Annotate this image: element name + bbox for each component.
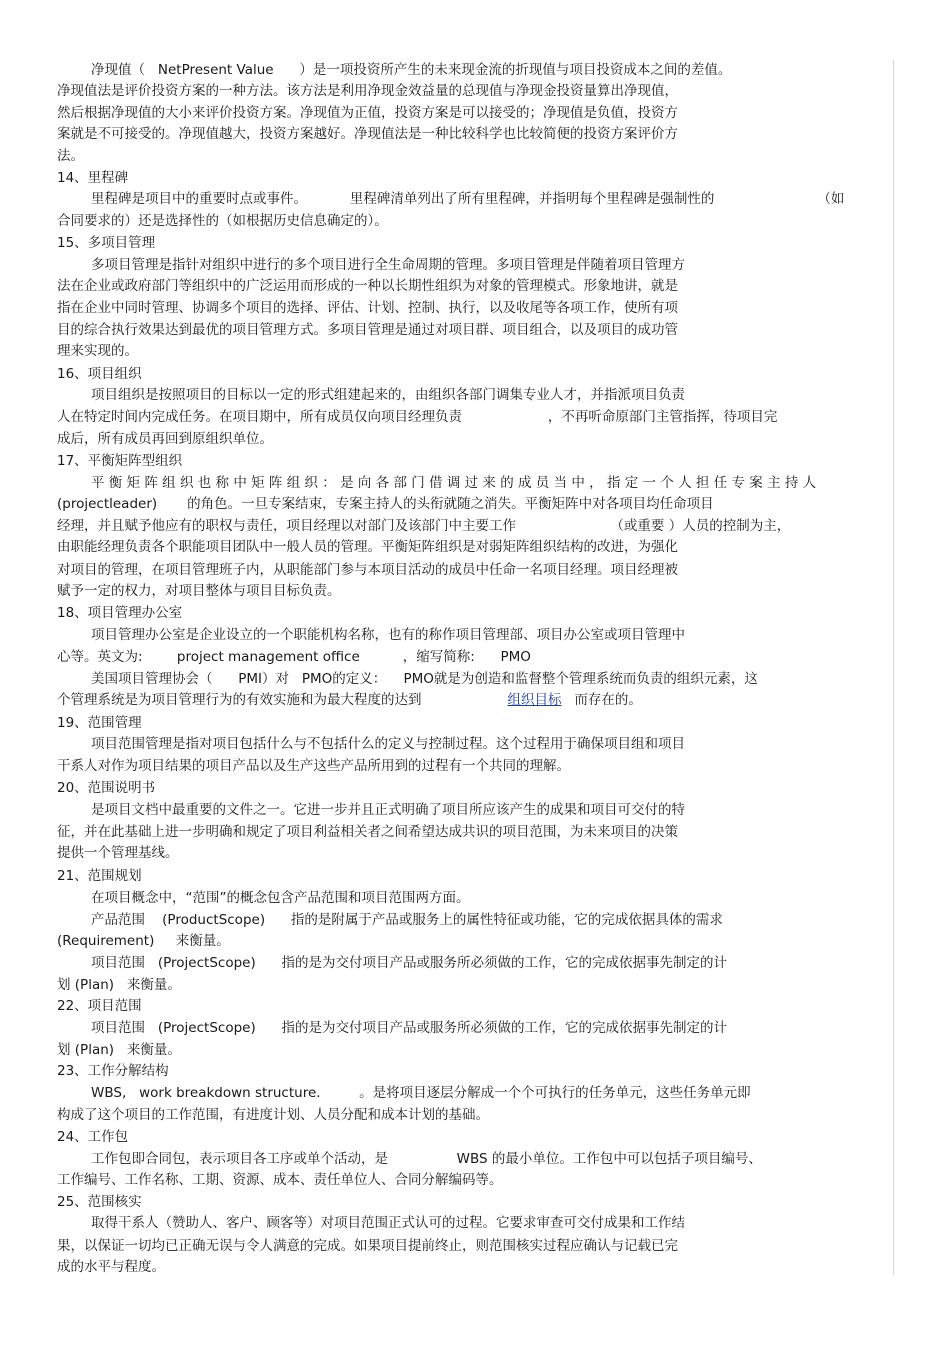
- section-17-line-5: 对项目的管理，在项目管理班子内，从职能部门参与本项目活动的成员中任命一名项目经理。项目经理被: [57, 562, 678, 578]
- section-18-line-2: 心等。英文为: project management office ，缩写简称: PMO: [57, 649, 531, 665]
- section-17-line-4: 由职能经理负责各个职能项目团队中一般人员的管理。平衡矩阵组织是对弱矩阵组织结构的改进，为强化: [57, 539, 678, 555]
- section-21-title: 21、范围规划: [57, 868, 142, 884]
- section-20-line-1: 是项目文档中最重要的文件之一。它进一步并且正式明确了项目所应该产生的成果和项目可交付的特: [91, 802, 685, 818]
- section-17-line-6: 赋予一定的权力，对项目整体与项目目标负责。: [57, 583, 341, 599]
- page-edge-rule: [893, 60, 894, 1275]
- section-20-line-3: 提供一个管理基线。: [57, 845, 179, 861]
- section-25-line-2: 果，以保证一切均已正确无误与令人满意的完成。如果项目提前终止，则范围核实过程应确认与记载已完: [57, 1238, 678, 1254]
- section-25-title: 25、范围核实: [57, 1194, 142, 1210]
- section-17-title: 17、平衡矩阵型组织: [57, 453, 183, 469]
- section-18-line-1: 项目管理办公室是企业设立的一个职能机构名称，也有的称作项目管理部、项目办公室或项目管理中: [91, 627, 685, 643]
- section-16-line-1: 项目组织是按照项目的目标以一定的形式组建起来的，由组织各部门调集专业人才，并指派项目负责: [91, 387, 685, 403]
- section-22-line-1: 项目范围 (ProjectScope) 指的是为交付项目产品或服务所必须做的工作，它的完成依据事先制定的计: [91, 1020, 727, 1036]
- section-21-line-3: (Requirement) 来衡量。: [57, 933, 230, 949]
- section-23-title: 23、工作分解结构: [57, 1063, 169, 1079]
- section-16-line-2: 人在特定时间内完成任务。在项目期中，所有成员仅向项目经理负责 ，不再听命原部门主管指挥，待项目完: [57, 409, 778, 425]
- section-15-line-3: 指在企业中同时管理、协调多个项目的选择、评估、计划、控制、执行，以及收尾等各项工作，使所有项: [57, 300, 678, 316]
- section-21-line-1: 在项目概念中，“范围”的概念包含产品范围和项目范围两方面。: [91, 890, 470, 906]
- section-14-line-1: 里程碑是项目中的重要时点或事件。 里程碑清单列出了所有里程碑，并指明每个里程碑是强制性的 （如: [91, 191, 845, 207]
- section-14-title: 14、里程碑: [57, 170, 129, 186]
- section-18-title: 18、项目管理办公室: [57, 605, 183, 621]
- section-23-line-1: WBS, work breakdown structure. 。是将项目逐层分解成一个个可执行的任务单元，这些任务单元即: [91, 1085, 751, 1101]
- section-17-line-3: 经理，并且赋予他应有的职权与责任，项目经理以对部门及该部门中主要工作 （或重要 ）人员的控制为主，: [57, 518, 791, 534]
- section-19-line-1: 项目范围管理是指对项目包括什么与不包括什么的定义与控制过程。这个过程用于确保项目组和项目: [91, 736, 685, 752]
- section-16-line-3: 成后，所有成员再回到原组织单位。: [57, 431, 273, 447]
- section-21-line-5: 划 (Plan) 来衡量。: [57, 977, 181, 993]
- section-15-title: 15、多项目管理: [57, 235, 156, 251]
- npv-line-3: 然后根据净现值的大小来评价投资方案。净现值为正值，投资方案是可以接受的；净现值是负值，投资方: [57, 105, 678, 121]
- section-22-line-2: 划 (Plan) 来衡量。: [57, 1042, 181, 1058]
- section-15-line-5: 理来实现的。: [57, 343, 138, 359]
- section-21-line-2: 产品范围 (ProductScope) 指的是附属于产品或服务上的属性特征或功能，它的完成依据具体的需求: [91, 912, 723, 928]
- section-15-line-2: 法在企业或政府部门等组织中的广泛运用而形成的一种以长期性组织为对象的管理模式。形象地讲，就是: [57, 278, 678, 294]
- section-19-title: 19、范围管理: [57, 715, 142, 731]
- section-20-line-2: 征，并在此基础上进一步明确和规定了项目利益相关者之间希望达成共识的项目范围，为未来项目的决策: [57, 824, 678, 840]
- section-19-line-2: 干系人对作为项目结果的项目产品以及生产这些产品所用到的过程有一个共同的理解。: [57, 758, 570, 774]
- section-17-line-2: (projectleader) 的角色。一旦专案结束，专案主持人的头衔就随之消失。平衡矩阵中对各项目均任命项目: [57, 496, 714, 512]
- npv-line-1: 净现值（ NetPresent Value ）是一项投资所产生的未来现金流的折现值与项目投资成本之间的差值。: [91, 62, 732, 78]
- npv-line-5: 法。: [57, 148, 84, 164]
- section-25-line-3: 成的水平与程度。: [57, 1259, 165, 1275]
- section-23-line-2: 构成了这个项目的工作范围，有进度计划、人员分配和成本计划的基础。: [57, 1107, 489, 1123]
- section-25-line-1: 取得干系人（赞助人、客户、顾客等）对项目范围正式认可的过程。它要求审查可交付成果和工作结: [91, 1215, 685, 1231]
- section-15-line-4: 目的综合执行效果达到最优的项目管理方式。多项目管理是通过对项目群、项目组合，以及项目的成功管: [57, 322, 678, 338]
- section-20-title: 20、范围说明书: [57, 780, 156, 796]
- section-18-line-4-tail: 而存在的。: [561, 692, 642, 708]
- section-24-line-1: 工作包即合同包，表示项目各工序或单个活动，是 WBS 的最小单位。工作包中可以包括子项目编号、: [91, 1151, 762, 1167]
- section-21-line-4: 项目范围 (ProjectScope) 指的是为交付项目产品或服务所必须做的工作，它的完成依据事先制定的计: [91, 955, 727, 971]
- section-24-title: 24、工作包: [57, 1129, 129, 1145]
- section-24-line-2: 工作编号、工作名称、工期、资源、成本、责任单位人、合同分解编码等。: [57, 1172, 503, 1188]
- section-22-title: 22、项目范围: [57, 998, 142, 1014]
- section-18-line-4-text: 个管理系统是为项目管理行为的有效实施和为最大程度的达到: [57, 692, 422, 708]
- section-18-line-3: 美国项目管理协会（ PMI）对 PMO的定义： PMO就是为创造和监督整个管理系统而负责的组织元素，这: [91, 671, 758, 687]
- section-18-line-4: [57, 690, 893, 710]
- npv-line-4: 案就是不可接受的。净现值越大，投资方案越好。净现值法是一种比较科学也比较简便的投资方案评价方: [57, 126, 678, 142]
- section-15-line-1: 多项目管理是指针对组织中进行的多个项目进行全生命周期的管理。多项目管理是伴随着项目管理方: [91, 257, 685, 273]
- section-16-title: 16、项目组织: [57, 366, 142, 382]
- section-17-line-1: 平 衡 矩 阵 组 织 也 称 中 矩 阵 组 织 ： 是 向 各 部 门 借 调 过 来 的 成 员 当 中 ， 指 定 一 个 人 担 任 专 案 主 持 人: [91, 475, 817, 491]
- npv-line-2: 净现值法是评价投资方案的一种方法。该方法是利用净现金效益量的总现值与净现金投资量算出净现值，: [57, 83, 678, 99]
- org-goal-link[interactable]: 组织目标: [507, 692, 562, 708]
- section-14-line-2: 合同要求的）还是选择性的（如根据历史信息确定的）。: [57, 213, 388, 229]
